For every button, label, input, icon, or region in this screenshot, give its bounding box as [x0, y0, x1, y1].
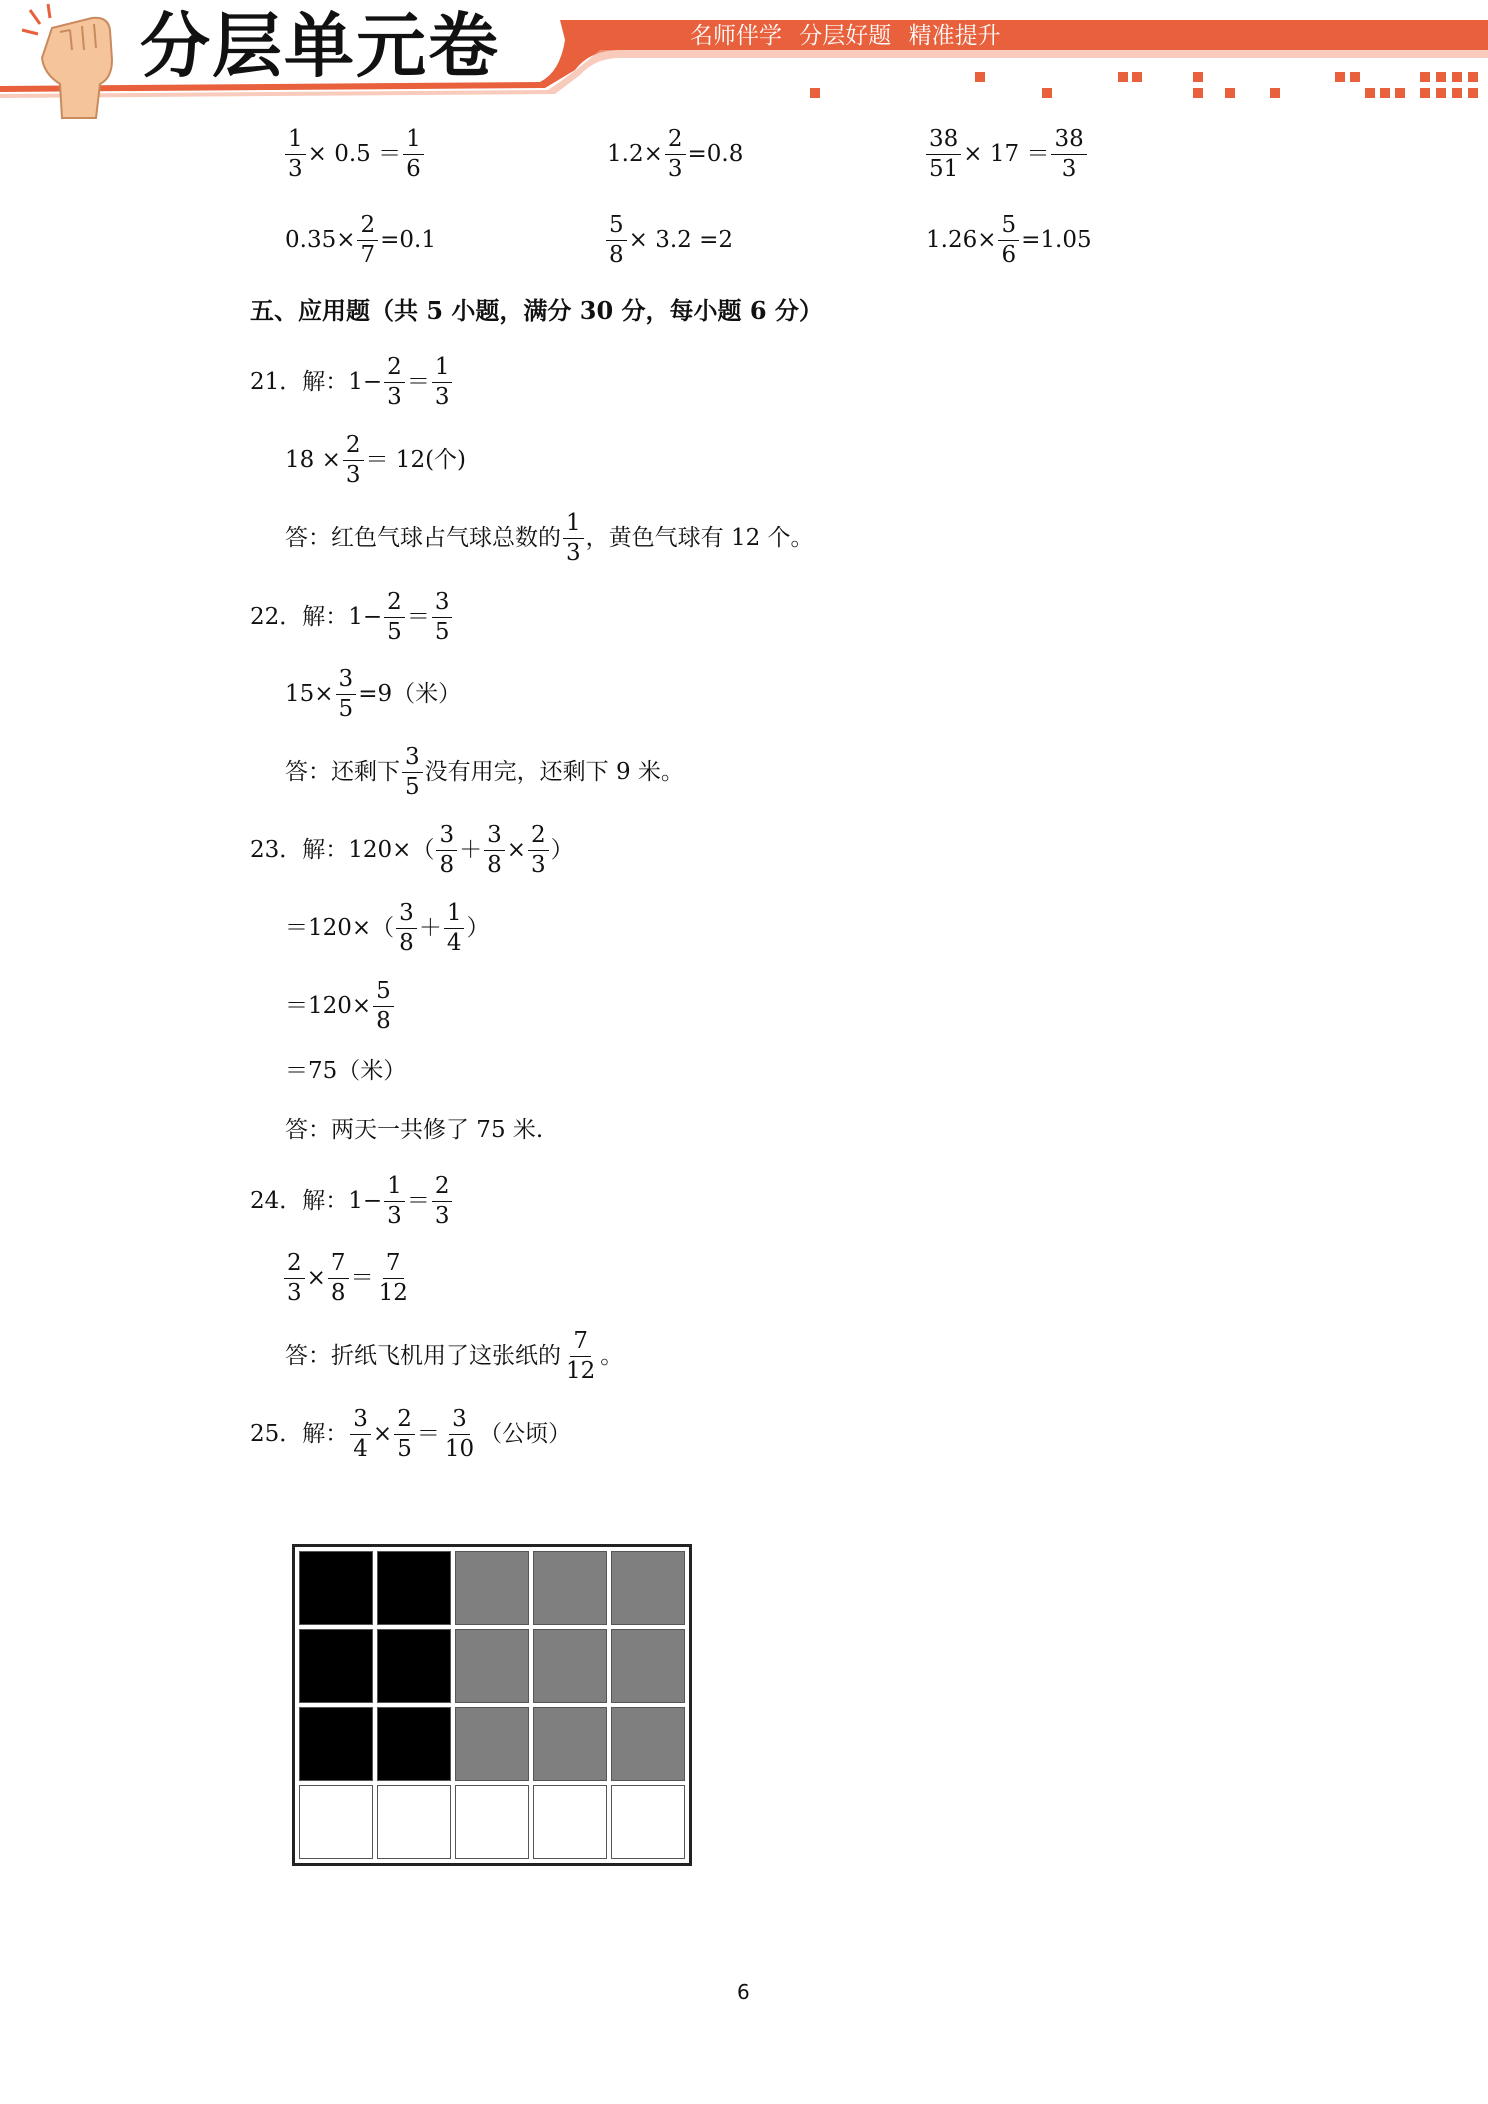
- q24-step2: $\frac{2}{3}$ × $\frac{7}{8}$ ＝ $\frac{7}{12}$: [282, 1252, 413, 1305]
- answer-row1-b: 1.2× $\frac{2}{3}$ =0.8: [607, 126, 744, 182]
- grid-cell-white: [611, 1785, 685, 1859]
- grid-cell-black: [377, 1707, 451, 1781]
- q21-answer: 答：红色气球占气球总数的 $\frac{1}{3}$ ，黄色气球有 12 个。: [285, 510, 814, 566]
- section-heading: 五、应用题（共 5 小题，满分 30 分，每小题 6 分）: [250, 296, 823, 325]
- grid-cell-black: [299, 1707, 373, 1781]
- fist-icon: [22, 4, 112, 118]
- q21-step2: 18 × $\frac{2}{3}$ ＝ 12(个): [285, 432, 467, 488]
- grid-cell-gray: [455, 1629, 529, 1703]
- q23-step1: 23．解：120×（ $\frac{3}{8}$ ＋ $\frac{3}{8}$ × $\frac{2}{3}$ ）: [250, 822, 574, 878]
- q24-step1: 24．解：1− $\frac{1}{3}$ ＝ $\frac{2}{3}$: [250, 1175, 454, 1228]
- q24-answer: 答：折纸飞机用了这张纸的 $\frac{7}{12}$ 。: [285, 1328, 624, 1384]
- grid-cell-white: [377, 1785, 451, 1859]
- q22-answer: 答：还剩下 $\frac{3}{5}$ 没有用完，还剩下 9 米。: [285, 744, 684, 800]
- grid-cell-gray: [611, 1629, 685, 1703]
- page-header: [0, 0, 1488, 120]
- q22-step1: 22．解：1− $\frac{2}{5}$ ＝ $\frac{3}{5}$: [250, 591, 454, 644]
- grid-cell-black: [377, 1629, 451, 1703]
- grid-cell-black: [299, 1629, 373, 1703]
- grid-cell-gray: [455, 1707, 529, 1781]
- q22-step2: 15× $\frac{3}{5}$ =9（米）: [285, 666, 462, 722]
- grid-cell-white: [533, 1785, 607, 1859]
- answer-row2-b: $\frac{5}{8}$ × 3.2 =2: [604, 214, 733, 267]
- answer-row2-c: 1.26× $\frac{5}{6}$ =1.05: [926, 212, 1092, 268]
- page-number: 6: [737, 1980, 750, 2004]
- q23-step2: ＝120×（ $\frac{3}{8}$ ＋ $\frac{1}{4}$ ）: [285, 900, 490, 956]
- answer-row1-c: $\frac{38}{51}$ × 17 ＝ $\frac{38}{3}$: [924, 128, 1089, 181]
- q23-answer: 答：两天一共修了 75 米.: [285, 1117, 544, 1143]
- grid-cell-gray: [533, 1629, 607, 1703]
- answer-row1-a: $\frac{1}{3}$ × 0.5 ＝ $\frac{1}{6}$: [283, 128, 426, 181]
- grid-cell-gray: [533, 1551, 607, 1625]
- grid-cell-gray: [455, 1551, 529, 1625]
- grid-cell-black: [377, 1551, 451, 1625]
- grid-cell-gray: [611, 1707, 685, 1781]
- answer-row2-a: 0.35× $\frac{2}{7}$ =0.1: [285, 212, 436, 268]
- q21-step1: 21．解：1− $\frac{2}{3}$ ＝ $\frac{1}{3}$: [250, 356, 454, 409]
- grid-cell-gray: [611, 1551, 685, 1625]
- brand-slogan: 名师伴学 分层好题 精准提升: [690, 23, 1001, 49]
- grid-cell-white: [299, 1785, 373, 1859]
- brand-title: 分层单元卷: [140, 5, 500, 87]
- q25-step1: 25．解： $\frac{3}{4}$ × $\frac{2}{5}$ ＝ $\frac{3}{10}$ （公顷）: [250, 1406, 572, 1462]
- grid-cell-black: [299, 1551, 373, 1625]
- grid-cell-gray: [533, 1707, 607, 1781]
- grid-cell-white: [455, 1785, 529, 1859]
- shaded-grid-figure: [292, 1544, 692, 1866]
- q23-step4: ＝75（米）: [285, 1058, 407, 1084]
- q23-step3: ＝120× $\frac{5}{8}$: [285, 980, 396, 1033]
